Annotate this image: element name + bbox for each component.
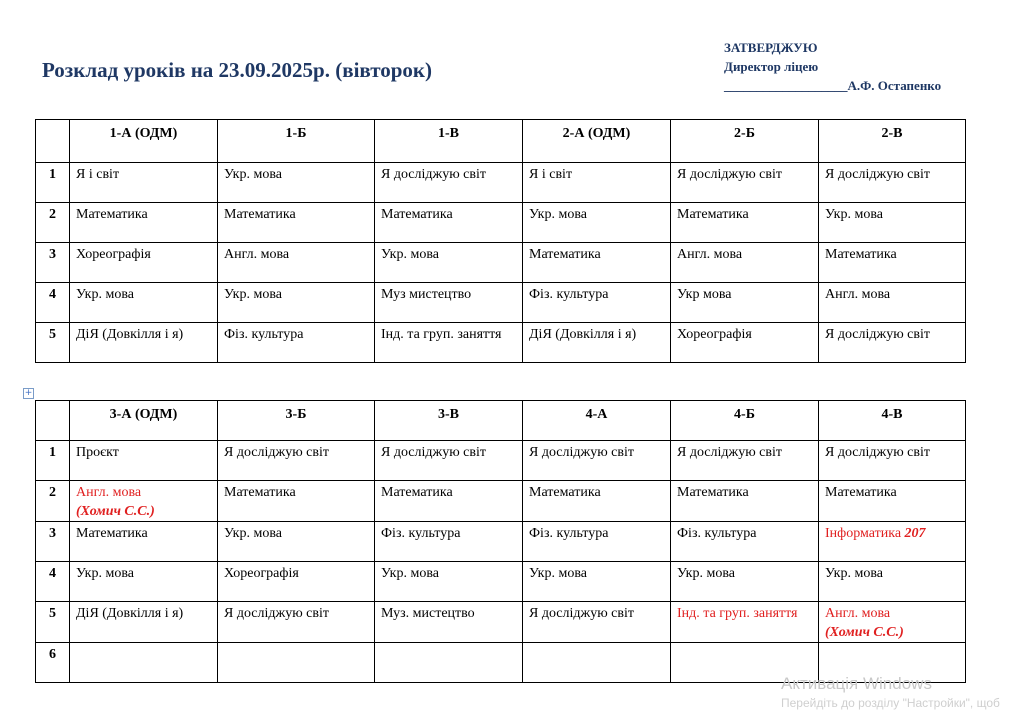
- subject-name: Я і світ: [529, 167, 573, 182]
- subject-name: Укр. мова: [529, 207, 587, 222]
- approval-block: [724, 38, 941, 95]
- lesson-cell: [671, 522, 819, 562]
- lesson-cell: [218, 481, 375, 522]
- subject-name: Проєкт: [76, 445, 119, 460]
- lesson-cell: [70, 643, 218, 683]
- subject-name: Я досліджую світ: [381, 445, 486, 460]
- lesson-row: [36, 441, 966, 481]
- subject-name: Я досліджую світ: [677, 445, 782, 460]
- class-header: 3-Б: [218, 401, 375, 441]
- approval-signature: ___________________А.Ф. Остапенко: [724, 78, 942, 93]
- lesson-cell: [819, 163, 966, 203]
- lesson-cell: [375, 643, 523, 683]
- subject-name: Укр. мова: [381, 566, 439, 581]
- lesson-cell: [218, 441, 375, 481]
- subject-name: Математика: [381, 485, 453, 500]
- lesson-cell: [218, 163, 375, 203]
- lesson-cell: [523, 163, 671, 203]
- subject-name: Укр. мова: [381, 247, 439, 262]
- teacher-name: (Хомич С.С.): [76, 504, 155, 519]
- lesson-number: 6: [36, 643, 70, 683]
- lesson-cell: [671, 481, 819, 522]
- lesson-cell: [819, 602, 966, 643]
- lesson-cell: [671, 323, 819, 363]
- subject-name: Математика: [529, 485, 601, 500]
- lesson-row: [36, 163, 966, 203]
- class-header: 1-Б: [218, 120, 375, 163]
- subject-name: Укр. мова: [825, 566, 883, 581]
- lesson-cell: [671, 441, 819, 481]
- subject-name: Математика: [224, 207, 296, 222]
- subject-name: ДіЯ (Довкілля і я): [76, 606, 184, 621]
- subject-name: Я і світ: [76, 167, 120, 182]
- lesson-cell: [375, 163, 523, 203]
- subject-name: ДіЯ (Довкілля і я): [529, 327, 637, 342]
- subject-name: Математика: [677, 207, 749, 222]
- lesson-number: 4: [36, 283, 70, 323]
- lesson-cell: [218, 643, 375, 683]
- corner-cell: [36, 401, 70, 441]
- class-header: 4-А: [523, 401, 671, 441]
- subject-name: Я досліджую світ: [529, 445, 634, 460]
- subject-name: Математика: [224, 485, 296, 500]
- lesson-cell: [70, 481, 218, 522]
- schedule-table-2: [35, 400, 966, 683]
- lesson-cell: [375, 203, 523, 243]
- subject-name: Я досліджую світ: [677, 167, 782, 182]
- approval-position: Директор ліцею: [724, 59, 819, 74]
- lesson-cell: [523, 562, 671, 602]
- lesson-cell: [375, 441, 523, 481]
- subject-name: Муз. мистецтво: [381, 606, 475, 621]
- lesson-number: 5: [36, 602, 70, 643]
- class-header: 2-В: [819, 120, 966, 163]
- subject-name: Інд. та груп. заняття: [677, 606, 798, 621]
- subject-name: ДіЯ (Довкілля і я): [76, 327, 184, 342]
- subject-name: Укр. мова: [76, 566, 134, 581]
- subject-name: Укр. мова: [677, 566, 735, 581]
- subject-name: Математика: [381, 207, 453, 222]
- subject-name: Хореографія: [76, 247, 151, 262]
- lesson-cell: [70, 562, 218, 602]
- lesson-number: 2: [36, 481, 70, 522]
- subject-name: Укр. мова: [224, 167, 282, 182]
- lesson-cell: [523, 243, 671, 283]
- subject-name: Інд. та груп. заняття: [381, 327, 502, 342]
- lesson-cell: [671, 243, 819, 283]
- class-header: 3-А (ОДМ): [70, 401, 218, 441]
- subject-name: Хореографія: [224, 566, 299, 581]
- lesson-cell: [375, 602, 523, 643]
- lesson-number: 3: [36, 243, 70, 283]
- lesson-cell: [375, 481, 523, 522]
- subject-name: Я досліджую світ: [825, 445, 930, 460]
- subject-name: Укр. мова: [825, 207, 883, 222]
- lesson-cell: [375, 562, 523, 602]
- teacher-name: (Хомич С.С.): [825, 625, 904, 640]
- lesson-cell: [671, 562, 819, 602]
- header-row: [36, 120, 966, 163]
- subject-name: Укр. мова: [76, 287, 134, 302]
- lesson-cell: [523, 323, 671, 363]
- lesson-cell: [70, 243, 218, 283]
- lesson-cell: [218, 203, 375, 243]
- subject-name: Фіз. культура: [677, 526, 757, 541]
- subject-name: Укр мова: [677, 287, 732, 302]
- class-header: 4-Б: [671, 401, 819, 441]
- lesson-cell: [819, 203, 966, 243]
- lesson-cell: [819, 283, 966, 323]
- subject-name: Англ. мова: [825, 606, 891, 621]
- lesson-cell: [70, 163, 218, 203]
- subject-name: Математика: [825, 247, 897, 262]
- lesson-row: [36, 602, 966, 643]
- windows-activation-watermark: Активація Windows: [781, 674, 932, 693]
- lesson-number: 2: [36, 203, 70, 243]
- corner-cell: [36, 120, 70, 163]
- lesson-row: [36, 323, 966, 363]
- subject-name: Математика: [529, 247, 601, 262]
- lesson-number: 1: [36, 441, 70, 481]
- lesson-cell: [523, 203, 671, 243]
- room-number: 207: [904, 526, 926, 541]
- subject-name: Я досліджую світ: [224, 606, 329, 621]
- subject-name: Хореографія: [677, 327, 752, 342]
- subject-name: Я досліджую світ: [825, 167, 930, 182]
- lesson-row: [36, 283, 966, 323]
- lesson-cell: [523, 522, 671, 562]
- subject-name: Я досліджую світ: [825, 327, 930, 342]
- lesson-cell: [70, 522, 218, 562]
- lesson-cell: [671, 602, 819, 643]
- subject-name: Англ. мова: [224, 247, 290, 262]
- subject-name: Я досліджую світ: [381, 167, 486, 182]
- subject-name: Муз мистецтво: [381, 287, 472, 302]
- subject-name: Інформатика: [825, 526, 902, 541]
- subject-name: Я досліджую світ: [224, 445, 329, 460]
- class-header: 2-Б: [671, 120, 819, 163]
- lesson-row: [36, 481, 966, 522]
- class-header: 1-В: [375, 120, 523, 163]
- subject-name: Математика: [76, 526, 148, 541]
- lesson-cell: [523, 643, 671, 683]
- lesson-cell: [671, 163, 819, 203]
- lesson-number: 3: [36, 522, 70, 562]
- schedule-table-1: [35, 119, 966, 363]
- lesson-row: [36, 203, 966, 243]
- lesson-row: [36, 522, 966, 562]
- page-title: Розклад уроків на 23.09.2025р. (вівторок): [42, 58, 433, 82]
- subject-name: Фіз. культура: [381, 526, 461, 541]
- lesson-cell: [671, 283, 819, 323]
- lesson-cell: [70, 441, 218, 481]
- lesson-cell: [819, 323, 966, 363]
- subject-name: Я досліджую світ: [529, 606, 634, 621]
- lesson-cell: [375, 283, 523, 323]
- lesson-cell: [819, 481, 966, 522]
- header-row: [36, 401, 966, 441]
- subject-name: Англ. мова: [825, 287, 891, 302]
- subject-name: Укр. мова: [224, 526, 282, 541]
- class-header: 1-А (ОДМ): [70, 120, 218, 163]
- lesson-cell: [523, 481, 671, 522]
- lesson-cell: [218, 283, 375, 323]
- subject-name: Англ. мова: [76, 485, 142, 500]
- subject-name: Математика: [76, 207, 148, 222]
- subject-name: Укр. мова: [224, 287, 282, 302]
- lesson-cell: [819, 562, 966, 602]
- lesson-cell: [375, 323, 523, 363]
- subject-name: Фіз. культура: [529, 287, 609, 302]
- lesson-cell: [70, 283, 218, 323]
- approval-heading: ЗАТВЕРДЖУЮ: [724, 40, 818, 55]
- lesson-cell: [218, 562, 375, 602]
- lesson-cell: [70, 602, 218, 643]
- lesson-cell: [375, 243, 523, 283]
- subject-name: Математика: [677, 485, 749, 500]
- lesson-cell: [218, 243, 375, 283]
- lesson-cell: [819, 441, 966, 481]
- subject-name: Фіз. культура: [529, 526, 609, 541]
- subject-name: Фіз. культура: [224, 327, 304, 342]
- lesson-row: [36, 562, 966, 602]
- lesson-cell: [523, 441, 671, 481]
- lesson-cell: [819, 243, 966, 283]
- subject-name: Англ. мова: [677, 247, 743, 262]
- subject-name: Укр. мова: [529, 566, 587, 581]
- lesson-cell: [819, 522, 966, 562]
- windows-activation-hint: Перейдіть до розділу "Настройки", щоб: [781, 696, 1000, 710]
- lesson-cell: [218, 323, 375, 363]
- class-header: 2-А (ОДМ): [523, 120, 671, 163]
- table-move-handle-icon[interactable]: +: [24, 388, 33, 398]
- lesson-number: 4: [36, 562, 70, 602]
- lesson-cell: [375, 522, 523, 562]
- lesson-cell: [218, 522, 375, 562]
- class-header: 4-В: [819, 401, 966, 441]
- subject-name: Математика: [825, 485, 897, 500]
- lesson-row: [36, 243, 966, 283]
- lesson-cell: [70, 323, 218, 363]
- lesson-number: 5: [36, 323, 70, 363]
- lesson-cell: [671, 203, 819, 243]
- lesson-cell: [70, 203, 218, 243]
- lesson-cell: [218, 602, 375, 643]
- class-header: 3-В: [375, 401, 523, 441]
- lesson-cell: [523, 283, 671, 323]
- lesson-cell: [523, 602, 671, 643]
- lesson-number: 1: [36, 163, 70, 203]
